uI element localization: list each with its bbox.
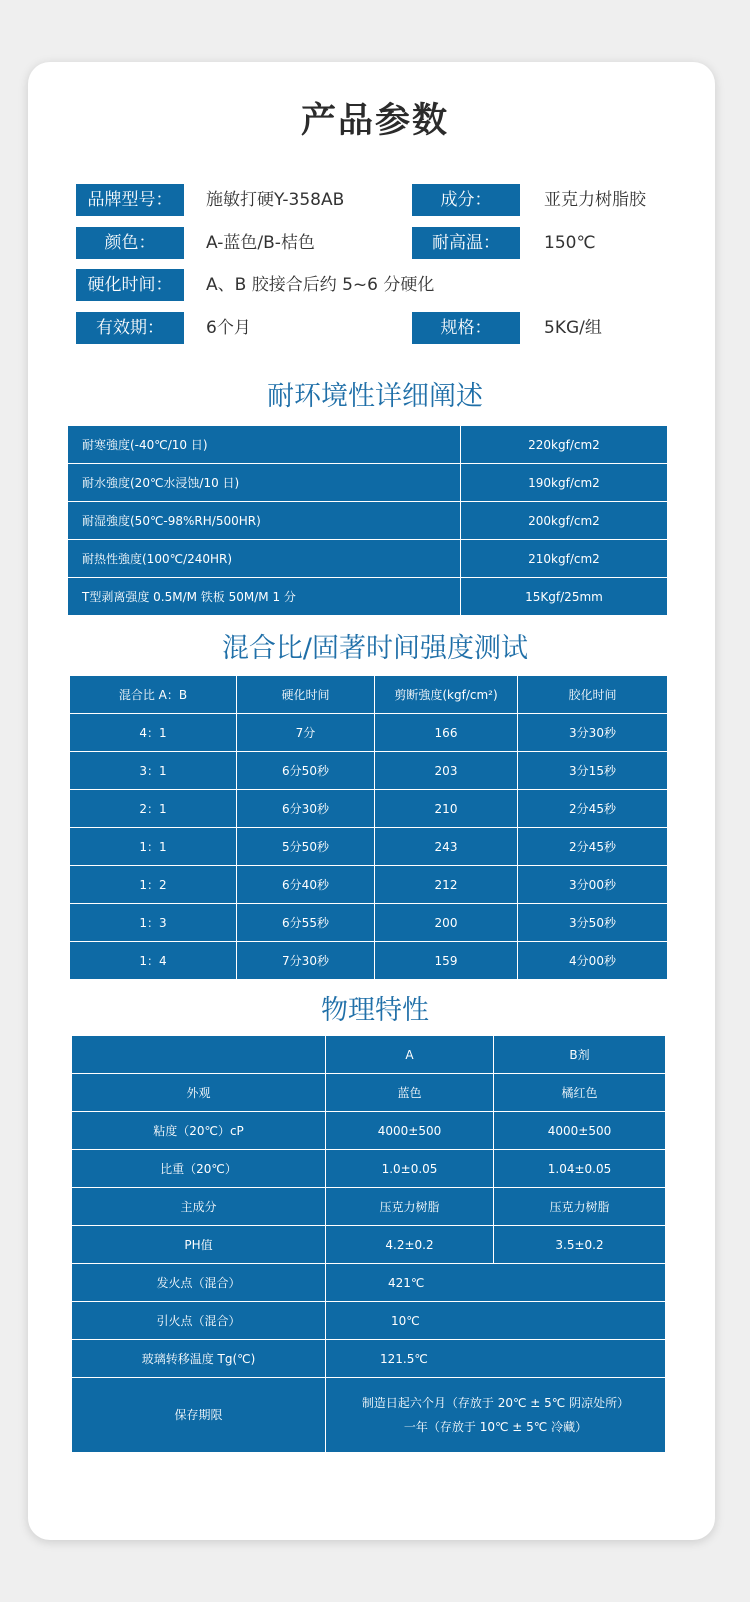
mix-cell: 166 [375, 714, 518, 752]
mix-cell: 2分45秒 [518, 828, 668, 866]
mix-cell: 6分30秒 [237, 790, 375, 828]
env-cell-value: 210kgf/cm2 [461, 540, 668, 578]
phys-cell: 引火点（混合） [72, 1302, 326, 1340]
phys-section-title: 物理特性 [321, 995, 429, 1026]
phys-cell: 压克力树脂 [494, 1188, 666, 1226]
table-row [68, 502, 668, 540]
mix-cell: 3分15秒 [518, 752, 668, 790]
mix-cell: 200 [375, 904, 518, 942]
phys-cell: 比重（20℃） [72, 1150, 326, 1188]
mix-cell: 2分45秒 [518, 790, 668, 828]
phys-cell: 蓝色 [326, 1074, 494, 1112]
phys-cell: 3.5±0.2 [494, 1226, 666, 1264]
table-header-row [72, 1036, 666, 1074]
table-row [70, 714, 668, 752]
param-label-cure-time: 硬化时间： [76, 269, 184, 301]
env-cell-name: T型剥离强度 0.5M/M 铁板 50M/M 1 分 [68, 578, 461, 616]
env-cell-name: 耐湿強度(50℃-98%RH/500HR) [68, 502, 461, 540]
mix-cell: 5分50秒 [237, 828, 375, 866]
param-label-shelf-life: 有效期： [76, 312, 184, 344]
mix-header-cell: 混合比 A：B [70, 676, 237, 714]
mix-cell: 159 [375, 942, 518, 980]
mix-cell: 1：1 [70, 828, 237, 866]
phys-cell: PH值 [72, 1226, 326, 1264]
param-value-spec: 5KG/组 [544, 318, 602, 338]
phys-header-cell: B剂 [494, 1036, 666, 1074]
mix-cell: 4：1 [70, 714, 237, 752]
table-row [70, 790, 668, 828]
phys-cell: 4000±500 [494, 1112, 666, 1150]
param-value-cure-time: A、B 胶接合后约 5~6 分硬化 [206, 275, 435, 295]
param-label-color: 颜色： [76, 227, 184, 259]
table-row [72, 1074, 666, 1112]
table-row [72, 1378, 666, 1453]
table-row [70, 904, 668, 942]
mix-section-title: 混合比/固著时间强度测试 [221, 633, 529, 664]
phys-cell: 玻璃转移温度 Tg(℃) [72, 1340, 326, 1378]
mix-header-cell: 剪断強度(kgf/cm²) [375, 676, 518, 714]
page-title: 产品参数 [300, 101, 449, 141]
phys-cell: 10℃ [326, 1302, 666, 1340]
table-header-row [70, 676, 668, 714]
storage-line-2: 一年（存放于 10℃ ± 5℃ 冷藏） [403, 1420, 588, 1434]
phys-cell: 1.04±0.05 [494, 1150, 666, 1188]
mix-cell: 210 [375, 790, 518, 828]
param-label-brand: 品牌型号： [76, 184, 184, 216]
phys-cell: 1.0±0.05 [326, 1150, 494, 1188]
mix-cell: 7分 [237, 714, 375, 752]
mix-cell: 3：1 [70, 752, 237, 790]
env-cell-value: 220kgf/cm2 [461, 426, 668, 464]
env-cell-name: 耐水強度(20℃水浸蚀/10 日) [68, 464, 461, 502]
param-value-color: A-蓝色/B-桔色 [206, 233, 315, 253]
mix-cell: 1：3 [70, 904, 237, 942]
phys-cell: 4.2±0.2 [326, 1226, 494, 1264]
table-row [72, 1264, 666, 1302]
phys-cell: 4000±500 [326, 1112, 494, 1150]
mix-cell: 1：4 [70, 942, 237, 980]
phys-cell: 121.5℃ [326, 1340, 666, 1378]
table-row [70, 942, 668, 980]
env-cell-name: 耐寒強度(-40℃/10 日) [68, 426, 461, 464]
table-row [72, 1188, 666, 1226]
param-label-heat-resistance: 耐高温： [412, 227, 520, 259]
param-label-composition: 成分： [412, 184, 520, 216]
table-row [72, 1112, 666, 1150]
mix-cell: 6分40秒 [237, 866, 375, 904]
env-section-title: 耐环境性详细阐述 [267, 381, 483, 412]
param-value-shelf-life: 6个月 [206, 318, 251, 338]
env-cell-name: 耐热性強度(100℃/240HR) [68, 540, 461, 578]
phys-cell: 橘红色 [494, 1074, 666, 1112]
phys-cell: 粘度（20℃）cP [72, 1112, 326, 1150]
storage-line-1: 制造日起六个月（存放于 20℃ ± 5℃ 阴凉处所） [361, 1396, 630, 1410]
table-row [68, 464, 668, 502]
mix-cell: 3分50秒 [518, 904, 668, 942]
mix-cell: 4分00秒 [518, 942, 668, 980]
env-cell-value: 15Kgf/25mm [461, 578, 668, 616]
mix-cell: 2：1 [70, 790, 237, 828]
table-row [72, 1340, 666, 1378]
param-value-heat-resistance: 150℃ [544, 233, 596, 253]
storage-cell [326, 1378, 666, 1453]
phys-cell: 发火点（混合） [72, 1264, 326, 1302]
table-row [72, 1150, 666, 1188]
phys-header-cell [72, 1036, 326, 1074]
table-row [72, 1302, 666, 1340]
table-row [68, 540, 668, 578]
mix-cell: 3分00秒 [518, 866, 668, 904]
table-row [68, 426, 668, 464]
physical-properties-table [71, 1035, 666, 1453]
env-resistance-table [67, 425, 668, 616]
table-row [68, 578, 668, 616]
phys-cell: 外观 [72, 1074, 326, 1112]
mix-cell: 212 [375, 866, 518, 904]
table-row [70, 866, 668, 904]
mix-cell: 1：2 [70, 866, 237, 904]
mix-ratio-table [69, 675, 668, 980]
param-value-brand: 施敏打硬Y-358AB [206, 190, 345, 210]
mix-cell: 203 [375, 752, 518, 790]
table-row [72, 1226, 666, 1264]
mix-cell: 3分30秒 [518, 714, 668, 752]
table-row [70, 828, 668, 866]
env-cell-value: 200kgf/cm2 [461, 502, 668, 540]
mix-header-cell: 硬化时间 [237, 676, 375, 714]
table-row [70, 752, 668, 790]
mix-cell: 243 [375, 828, 518, 866]
param-label-spec: 规格： [412, 312, 520, 344]
phys-cell: 421℃ [326, 1264, 666, 1302]
phys-header-cell: A [326, 1036, 494, 1074]
param-value-composition: 亚克力树脂胶 [544, 190, 646, 210]
phys-cell: 主成分 [72, 1188, 326, 1226]
phys-cell: 保存期限 [72, 1378, 326, 1453]
phys-cell: 压克力树脂 [326, 1188, 494, 1226]
env-cell-value: 190kgf/cm2 [461, 464, 668, 502]
mix-cell: 6分50秒 [237, 752, 375, 790]
mix-cell: 7分30秒 [237, 942, 375, 980]
mix-header-cell: 胶化时间 [518, 676, 668, 714]
mix-cell: 6分55秒 [237, 904, 375, 942]
